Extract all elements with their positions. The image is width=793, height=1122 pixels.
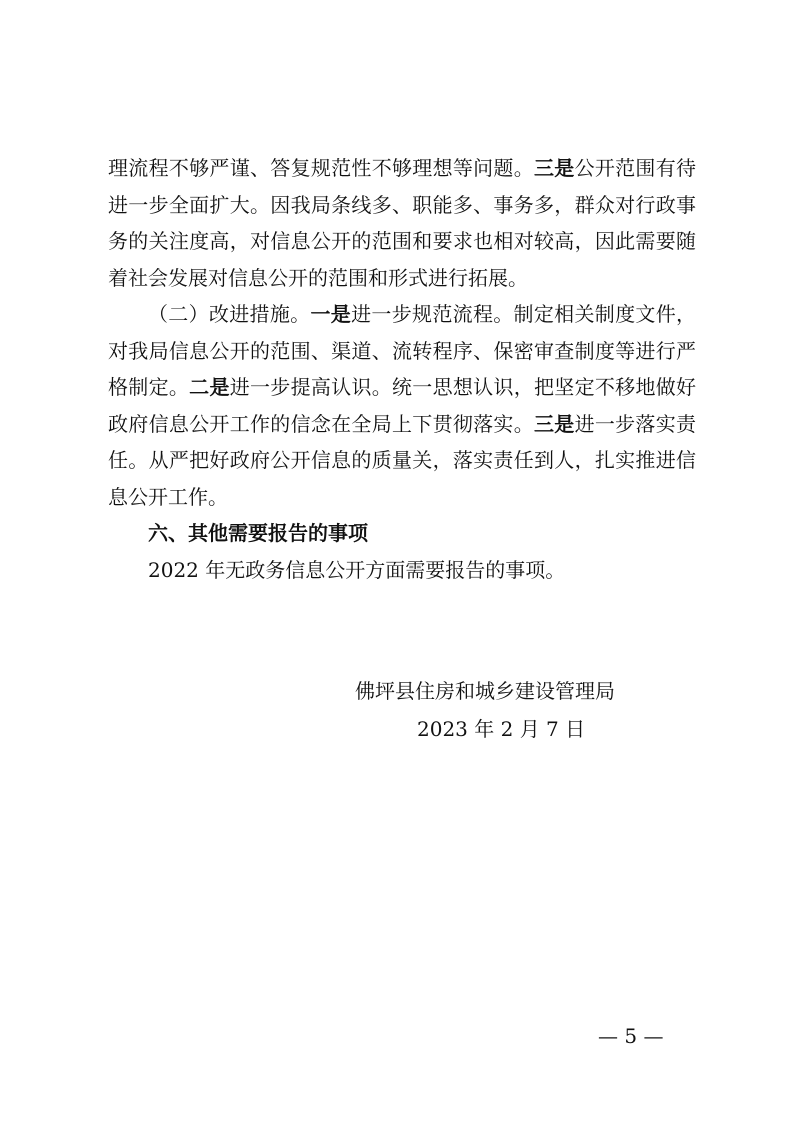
document-body (108, 150, 696, 588)
paragraph-improvement-measures (108, 296, 696, 515)
emphasis-third: 三是 (534, 156, 575, 180)
signature-block (355, 672, 655, 748)
page-number: — 5 — (598, 1024, 664, 1048)
emphasis-second: 二是 (189, 375, 230, 399)
paragraph-text: 进一步提高认识。统一思想认识，把坚定不移地做好政府信息公开工作的信念在全局上下贯彻落实。 (108, 375, 697, 436)
emphasis-third: 三是 (534, 411, 575, 436)
paragraph-text: （二）改进措施。 (148, 302, 311, 326)
paragraph-other-matters: 2022 年无政务信息公开方面需要报告的事项。 (148, 557, 566, 582)
paragraph-text: 进一步规范流程。制定相关制度文件，对我局信息公开的范围、渠道、流转程序、保密审查制度等进行严格制定。 (108, 302, 697, 399)
paragraph-text: 理流程不够严谨、答复规范性不够理想等问题。 (108, 156, 534, 180)
signature-organization: 佛坪县住房和城乡建设管理局 (355, 679, 615, 703)
signature-date: 2023 年 2 月 7 日 (417, 717, 586, 741)
section-heading: 六、其他需要报告的事项 (148, 521, 368, 545)
emphasis-first: 一是 (310, 302, 352, 326)
paragraph-text: 公开范围有待进一步全面扩大。因我局条线多、职能多、事务多，群众对行政事务的关注度高，对信息公开的范围和要求也相对较高，因此需要随着社会发展对信息公开的范围和形式进行拓展。 (108, 156, 697, 290)
paragraph-problems-continued (108, 150, 696, 296)
paragraph-text: 进一步落实责任。从严把好政府公开信息的质量关，落实责任到人，扎实推进信息公开工作。 (108, 411, 697, 509)
